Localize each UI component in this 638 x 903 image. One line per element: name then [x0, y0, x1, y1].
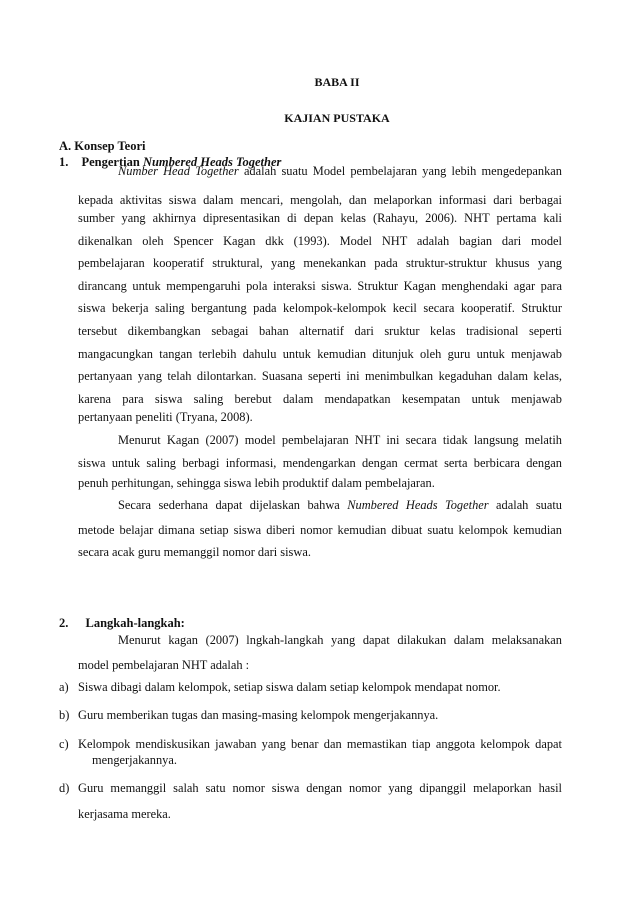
list-marker: b)	[59, 708, 70, 722]
paragraph-line: metode belajar dimana setiap siswa diberi nomor kemudian dibuat suatu kelompok kemudian	[78, 523, 562, 537]
paragraph-line: Number Head Together adalah suatu Model pembelajaran yang lebih mengedepankan	[118, 164, 562, 178]
section-1-number: 1.	[59, 155, 69, 169]
section-2-number: 2.	[59, 616, 69, 630]
section-2-label: Langkah-langkah:	[85, 616, 185, 630]
paragraph-line: sumber yang akhirnya dipresentasikan di depan kelas (Rahayu, 2006). NHT pertama kali	[78, 211, 562, 225]
paragraph-line: kepada aktivitas siswa dalam mencari, mengolah, dan melaporkan informasi dari berbagai	[78, 193, 562, 207]
chapter-subtitle: KAJIAN PUSTAKA	[284, 111, 390, 125]
list-item-continuation: mengerjakannya.	[92, 753, 177, 767]
paragraph-line: Secara sederhana dapat dijelaskan bahwa Numbered Heads Together adalah suatu	[118, 498, 562, 512]
paragraph-line: siswa bekerja saling bergantung pada kelompok-kelompok kecil secara kooperatif. Struktur	[78, 301, 562, 315]
paragraph-line: model pembelajaran NHT adalah :	[78, 658, 250, 672]
list-item: Siswa dibagi dalam kelompok, setiap siswa dalam setiap kelompok mendapat nomor.	[78, 680, 501, 694]
paragraph-line: pertanyaan peneliti (Tryana, 2008).	[78, 410, 253, 424]
paragraph-line: mangacungkan tangan terlebih dahulu untuk kemudian ditunjuk oleh guru untuk menjawab	[78, 347, 562, 361]
paragraph-line: pertanyaan yang telah dilontarkan. Suasana seperti ini menimbulkan kegaduhan dalam kelas,	[78, 369, 562, 383]
list-item: Guru memberikan tugas dan masing-masing kelompok mengerjakannya.	[78, 708, 439, 722]
paragraph-line: dirancang untuk mempengaruhi pola interaksi siswa. Struktur Kagan menghendaki agar para	[78, 279, 562, 293]
chapter-title: BABA II	[314, 75, 360, 89]
section-1-italic: Numbered Heads Together	[142, 155, 282, 169]
paragraph-line: Menurut kagan (2007) lngkah-langkah yang dapat dilakukan dalam melaksanakan	[118, 633, 562, 647]
section-a-heading: A. Konsep Teori	[59, 139, 146, 153]
paragraph-line: karena para siswa saling berebut dalam mendapatkan kesempatan untuk menjawab	[78, 392, 562, 406]
paragraph-line: dikenalkan oleh Spencer Kagan dkk (1993). Model NHT adalah bagian dari model	[78, 234, 562, 248]
paragraph-line: pembelajaran kooperatif struktural, yang menekankan pada struktur-struktur khusus yang	[78, 256, 562, 270]
list-marker: a)	[59, 680, 69, 694]
list-item: Guru memanggil salah satu nomor siswa dengan nomor yang dipanggil melaporkan hasil	[78, 781, 562, 795]
paragraph-line: secara acak guru memanggil nomor dari siswa.	[78, 545, 311, 559]
paragraph-line: siswa untuk saling berbagi informasi, mendengarkan dengan cermat serta berbicara dengan	[78, 456, 562, 470]
list-marker: c)	[59, 737, 69, 751]
paragraph-line: tersebut dikembangkan sebagai bahan alternatif dari sruktur kelas tradisional seperti	[78, 324, 562, 338]
section-2-heading	[59, 616, 185, 631]
paragraph-line: Menurut Kagan (2007) model pembelajaran NHT ini secara tidak langsung melatih	[118, 433, 562, 447]
list-item: Kelompok mendiskusikan jawaban yang benar dan memastikan tiap anggota kelompok dapat	[78, 737, 562, 751]
section-1-label: Pengertian	[81, 155, 143, 169]
list-marker: d)	[59, 781, 70, 795]
list-item-continuation: kerjasama mereka.	[78, 807, 171, 821]
paragraph-line: penuh perhitungan, sehingga siswa lebih produktif dalam pembelajaran.	[78, 476, 435, 490]
